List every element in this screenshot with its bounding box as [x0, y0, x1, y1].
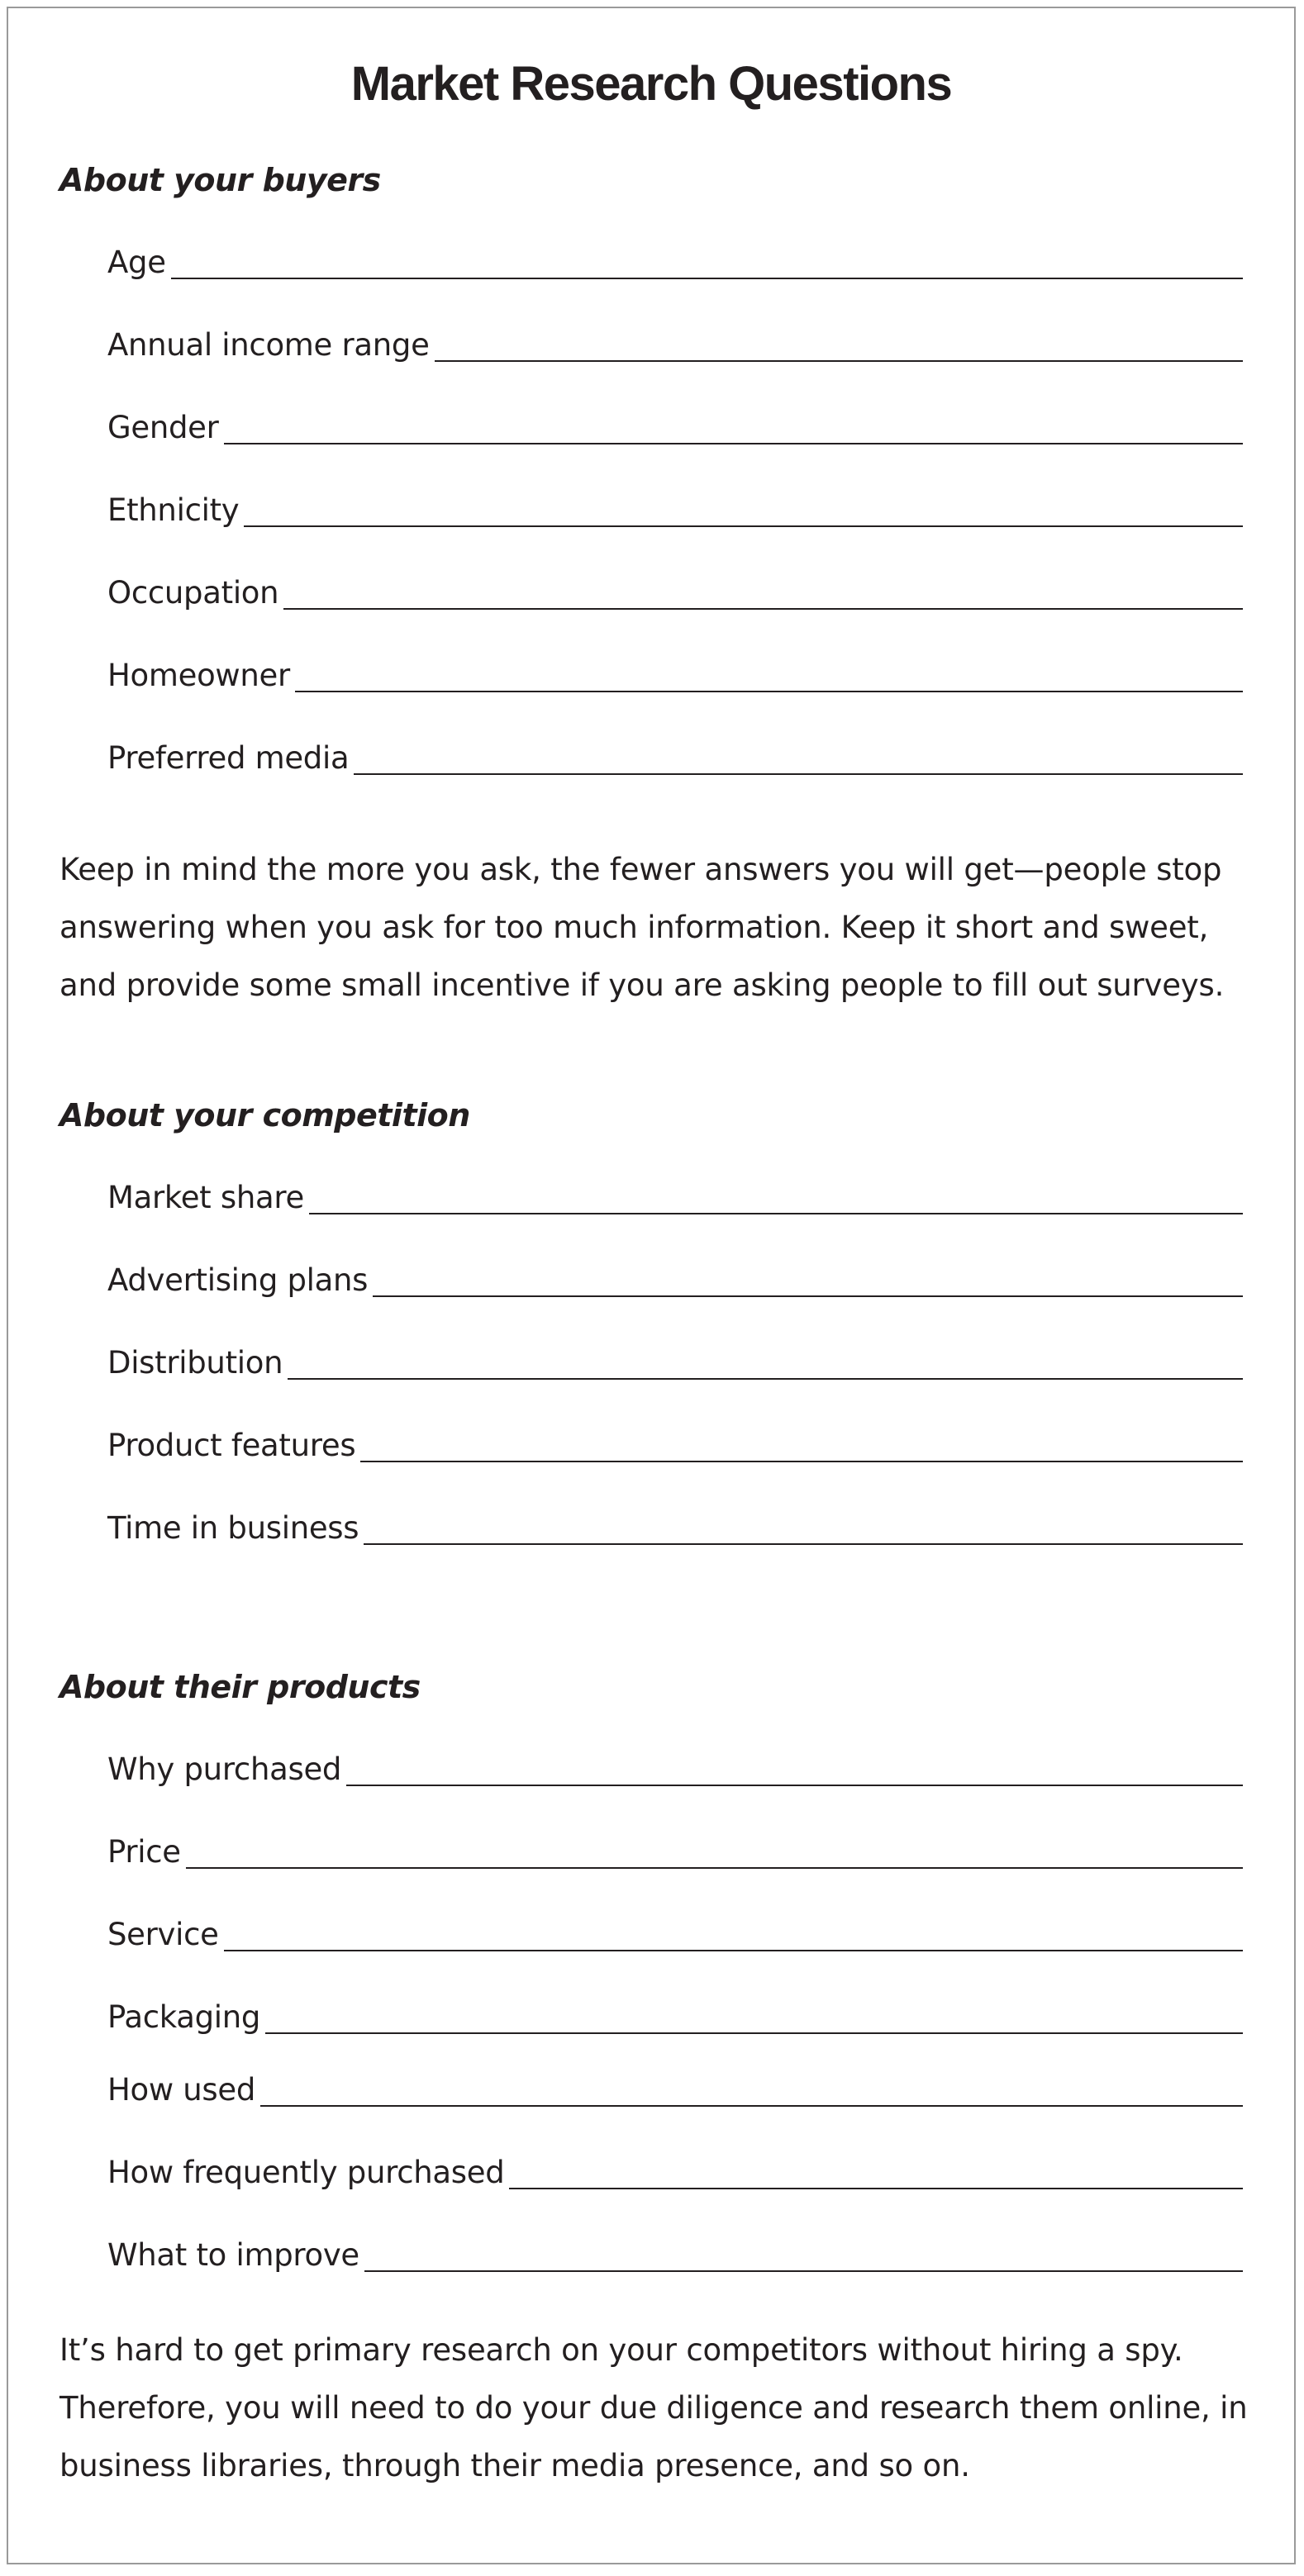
field-label: Time in business	[107, 1510, 359, 1546]
answer-line[interactable]	[364, 1543, 1243, 1545]
field-label: Price	[107, 1834, 181, 1870]
field-advertising-plans[interactable]	[107, 1251, 1243, 1300]
section-heading-products: About their products	[59, 1669, 421, 1705]
answer-line[interactable]	[509, 2188, 1243, 2189]
worksheet-page	[7, 7, 1296, 2564]
answer-line[interactable]	[260, 2105, 1243, 2107]
field-label: Market share	[107, 1180, 304, 1215]
answer-line[interactable]	[244, 525, 1243, 527]
buyers-note-paragraph: Keep in mind the more you ask, the fewer answers you will get—people stop answering when you ask for too much information. Keep it short and sweet, and provide some small incentive if you are asking people to fill out surveys.	[59, 852, 1225, 1003]
field-label: How used	[107, 2072, 256, 2108]
field-label: What to improve	[107, 2237, 359, 2273]
answer-line[interactable]	[360, 1461, 1243, 1462]
field-ethnicity[interactable]	[107, 481, 1243, 530]
field-label: Annual income range	[107, 327, 430, 363]
field-label: Preferred media	[107, 740, 350, 776]
section-heading-buyers: About your buyers	[59, 162, 381, 198]
field-label: Product features	[107, 1428, 356, 1463]
field-product-features[interactable]	[107, 1416, 1243, 1466]
field-annual-income-range[interactable]	[107, 316, 1243, 365]
field-packaging[interactable]	[107, 1988, 1243, 2037]
field-label: How frequently purchased	[107, 2155, 505, 2190]
answer-line[interactable]	[265, 2032, 1243, 2034]
field-why-purchased[interactable]	[107, 1740, 1243, 1789]
field-how-used[interactable]	[107, 2060, 1243, 2110]
field-market-share[interactable]	[107, 1168, 1243, 1218]
field-label: Occupation	[107, 575, 279, 611]
field-label: Ethnicity	[107, 492, 240, 528]
answer-line[interactable]	[435, 360, 1243, 362]
answer-line[interactable]	[171, 278, 1243, 279]
field-how-frequently-purchased[interactable]	[107, 2143, 1243, 2193]
field-homeowner[interactable]	[107, 646, 1243, 696]
field-label: Distribution	[107, 1345, 283, 1381]
answer-line[interactable]	[364, 2270, 1243, 2272]
answer-line[interactable]	[373, 1295, 1243, 1297]
field-label: Service	[107, 1917, 219, 1952]
products-note-paragraph: It’s hard to get primary research on your competitors without hiring a spy. Therefore, you will need to do your due diligence and research them online, in business libraries, through their media presence, and so on.	[59, 2332, 1248, 2483]
field-gender[interactable]	[107, 398, 1243, 448]
field-label: Advertising plans	[107, 1262, 369, 1298]
field-label: Packaging	[107, 1999, 261, 2035]
answer-line[interactable]	[186, 1867, 1243, 1869]
field-label: Gender	[107, 410, 219, 445]
field-what-to-improve[interactable]	[107, 2226, 1243, 2275]
answer-line[interactable]	[354, 773, 1243, 775]
field-label: Homeowner	[107, 658, 290, 693]
field-age[interactable]	[107, 233, 1243, 283]
field-price[interactable]	[107, 1823, 1243, 1872]
answer-line[interactable]	[309, 1213, 1243, 1214]
field-distribution[interactable]	[107, 1333, 1243, 1383]
answer-line[interactable]	[288, 1378, 1243, 1380]
page-title: Market Research Questions	[350, 57, 952, 111]
field-label: Age	[107, 245, 166, 280]
answer-line[interactable]	[224, 1950, 1243, 1951]
section-heading-competition: About your competition	[59, 1097, 470, 1134]
field-label: Why purchased	[107, 1751, 342, 1787]
field-service[interactable]	[107, 1905, 1243, 1955]
answer-line[interactable]	[295, 691, 1243, 692]
answer-line[interactable]	[283, 608, 1243, 610]
field-occupation[interactable]	[107, 563, 1243, 613]
field-preferred-media[interactable]	[107, 729, 1243, 778]
field-time-in-business[interactable]	[107, 1499, 1243, 1548]
answer-line[interactable]	[224, 443, 1243, 444]
answer-line[interactable]	[346, 1785, 1243, 1786]
